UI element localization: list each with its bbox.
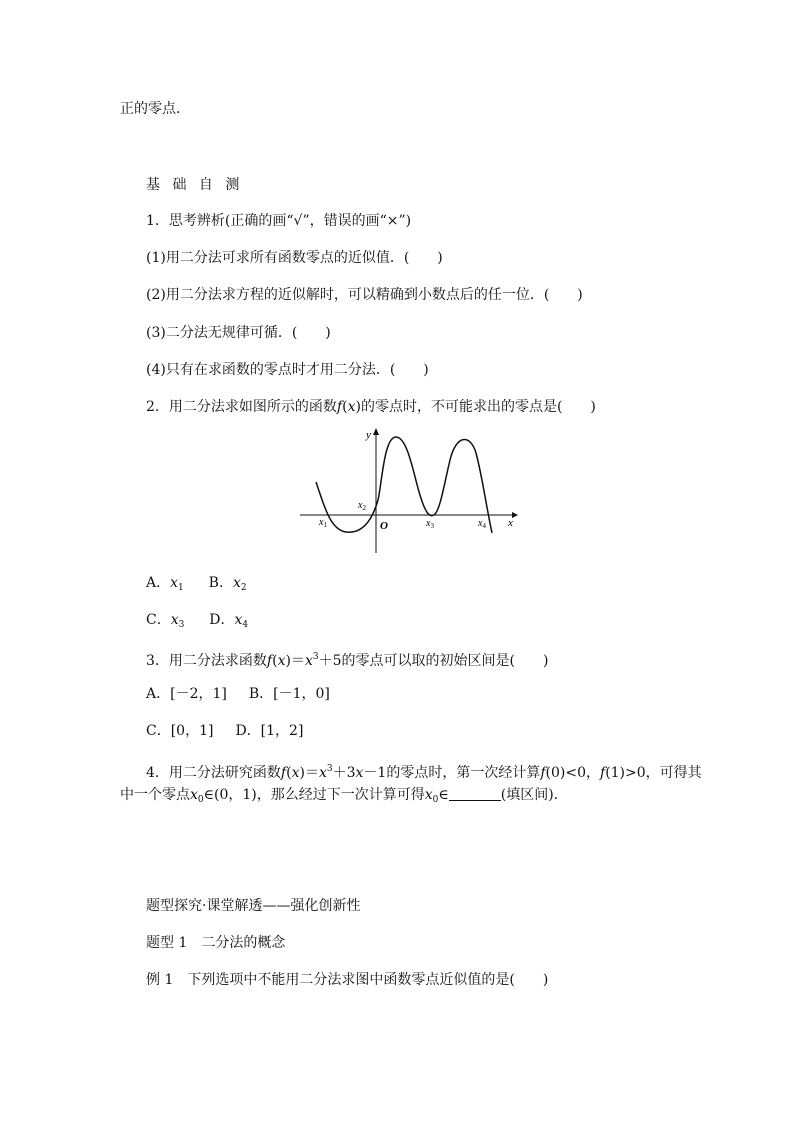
q4-line2-mid: ∈(0，1)，那么经过下一次计算可得 — [203, 787, 425, 803]
q3-option-a: A．[－2，1] — [146, 686, 227, 702]
x-axis-arrow — [512, 512, 518, 518]
topic-heading-1: 题型 1 二分法的概念 — [146, 935, 286, 951]
x1-sym: x — [319, 517, 324, 528]
q3-term-x: x — [304, 653, 313, 669]
function-graph — [300, 425, 520, 555]
q3-stem-pre: 3．用二分法求函数 — [146, 653, 267, 669]
q2-option-a-sub: 1 — [178, 583, 184, 593]
q4-x0-sym: x — [190, 787, 198, 803]
q3-option-d: D．[1，2] — [235, 723, 304, 739]
q2-option-a — [146, 575, 184, 591]
q2-option-c-sym: x — [170, 612, 179, 628]
question-4-line-2 — [120, 786, 568, 809]
x2-sub: 2 — [362, 504, 366, 512]
q2-option-b-sub: 2 — [240, 583, 247, 593]
x3-sub: 3 — [430, 522, 434, 530]
question-1-item-2: (2)用二分法求方程的近似解时，可以精确到小数点后的任一位．( ) — [146, 287, 583, 303]
q3-option-b: B．[－1，0] — [248, 686, 330, 702]
q2-option-c-letter: C． — [146, 612, 171, 628]
q4-line1-pre: 4．用二分法研究函数 — [146, 765, 281, 781]
q2-option-d-sub: 4 — [242, 620, 249, 630]
example-1 — [146, 971, 548, 989]
question-2-options-row-1 — [146, 574, 247, 597]
q4-line1-mid3: (0)<0， — [545, 765, 600, 781]
question-2-stem: 2．用二分法求如图所示的函数f(x)的零点时，不可能求出的零点是( ) — [146, 399, 596, 415]
q2-option-b-letter: B． — [208, 575, 233, 591]
q4-line1-end: (1)>0，可得其 — [605, 765, 702, 781]
y-axis-label: y — [366, 429, 371, 441]
zero-label-x2 — [357, 500, 366, 512]
origin-label: O — [380, 520, 388, 532]
y-axis-arrow — [373, 428, 379, 435]
q4-line2-tail: (填区间)． — [500, 787, 568, 803]
x1-sub: 1 — [323, 521, 327, 529]
q4-term-x2: x — [355, 765, 364, 781]
question-1-item-3: (3)二分法无规律可循．( ) — [146, 325, 331, 341]
q2-option-c — [146, 612, 184, 628]
q2-option-d — [209, 612, 248, 628]
x3-sym: x — [426, 518, 431, 529]
q4-term-x: x — [318, 765, 327, 781]
q4-f0: f — [540, 765, 546, 781]
q2-stem-rest: 的零点时，不可能求出的零点是( ) — [360, 399, 596, 415]
question-1-item-1: (1)用二分法可求所有函数零点的近似值．( ) — [146, 250, 443, 266]
q3-exp-3: 3 — [312, 652, 319, 662]
x4-sub: 4 — [482, 522, 486, 530]
question-3-options-row-1 — [146, 685, 330, 703]
q4-line1-mid2: －1的零点时，第一次经计算 — [363, 765, 541, 781]
question-2-options-row-2 — [146, 611, 248, 634]
q3-func-x: x — [277, 653, 286, 669]
q2-option-d-sym: x — [234, 612, 243, 628]
q4-func-f: f — [280, 765, 287, 781]
q2-option-b-sym: x — [232, 575, 241, 591]
answer-blank[interactable] — [449, 786, 501, 801]
q2-option-d-letter: D． — [209, 612, 235, 628]
q3-func-f: f — [266, 653, 273, 669]
question-3-stem: 3．用二分法求函数$f(x)=x^3+5$的零点可以取的初始区间是( ) — [146, 652, 549, 669]
x-axis-label: x — [508, 517, 513, 529]
question-1-stem: 1．思考辨析(正确的画“√”，错误的画“×”) — [146, 213, 412, 229]
q2-func-f: f — [336, 399, 343, 415]
zero-label-x1 — [318, 517, 327, 529]
zero-label-x3 — [425, 518, 434, 530]
q4-x0-sub: 0 — [197, 795, 204, 805]
q2-option-b — [209, 575, 247, 591]
q4-x0b-sub: 0 — [432, 795, 439, 805]
question-3-options-row-2 — [146, 722, 303, 740]
section-heading-basic: 基 础 自 测 — [146, 177, 244, 193]
example-1-label: 例 1 — [146, 972, 174, 988]
q4-func-x: x — [291, 765, 300, 781]
q4-line2-pre: 中一个零点 — [120, 787, 190, 803]
q3-option-c: C．[0，1] — [146, 723, 214, 739]
q4-f1: f — [600, 765, 606, 781]
q2-option-a-sym: x — [170, 575, 179, 591]
q2-option-c-sub: 3 — [178, 620, 185, 630]
q4-exp-3: 3 — [326, 764, 333, 774]
q2-func-x: x — [347, 399, 356, 415]
x4-sym: x — [478, 518, 483, 529]
q3-stem-mid: ＋5的零点可以取的初始区间是( ) — [318, 653, 549, 669]
function-curve — [316, 437, 492, 533]
q4-line2-end: ∈ — [438, 787, 449, 803]
q2-stem-text: 2．用二分法求如图所示的函数 — [146, 399, 337, 415]
q4-x0b-sym: x — [424, 787, 433, 803]
x2-sym: x — [358, 500, 363, 511]
continued-text: 正的零点． — [120, 101, 190, 117]
q2-option-a-letter: A． — [146, 575, 171, 591]
example-1-text: 下列选项中不能用二分法求图中函数零点近似值的是( ) — [187, 972, 549, 988]
question-1-item-4: (4)只有在求函数的零点时才用二分法．( ) — [146, 362, 429, 378]
q4-line1-mid1: ＋3 — [332, 765, 356, 781]
section-heading-explore: 题型探究·课堂解透——强化创新性 — [146, 898, 361, 914]
question-4-line-1: 4．用二分法研究函数$f(x)=x^3+3x-1$的零点时，第一次经计算f(0)<0，f(1)>0，可得其 — [146, 764, 702, 781]
zero-label-x4 — [477, 518, 486, 530]
